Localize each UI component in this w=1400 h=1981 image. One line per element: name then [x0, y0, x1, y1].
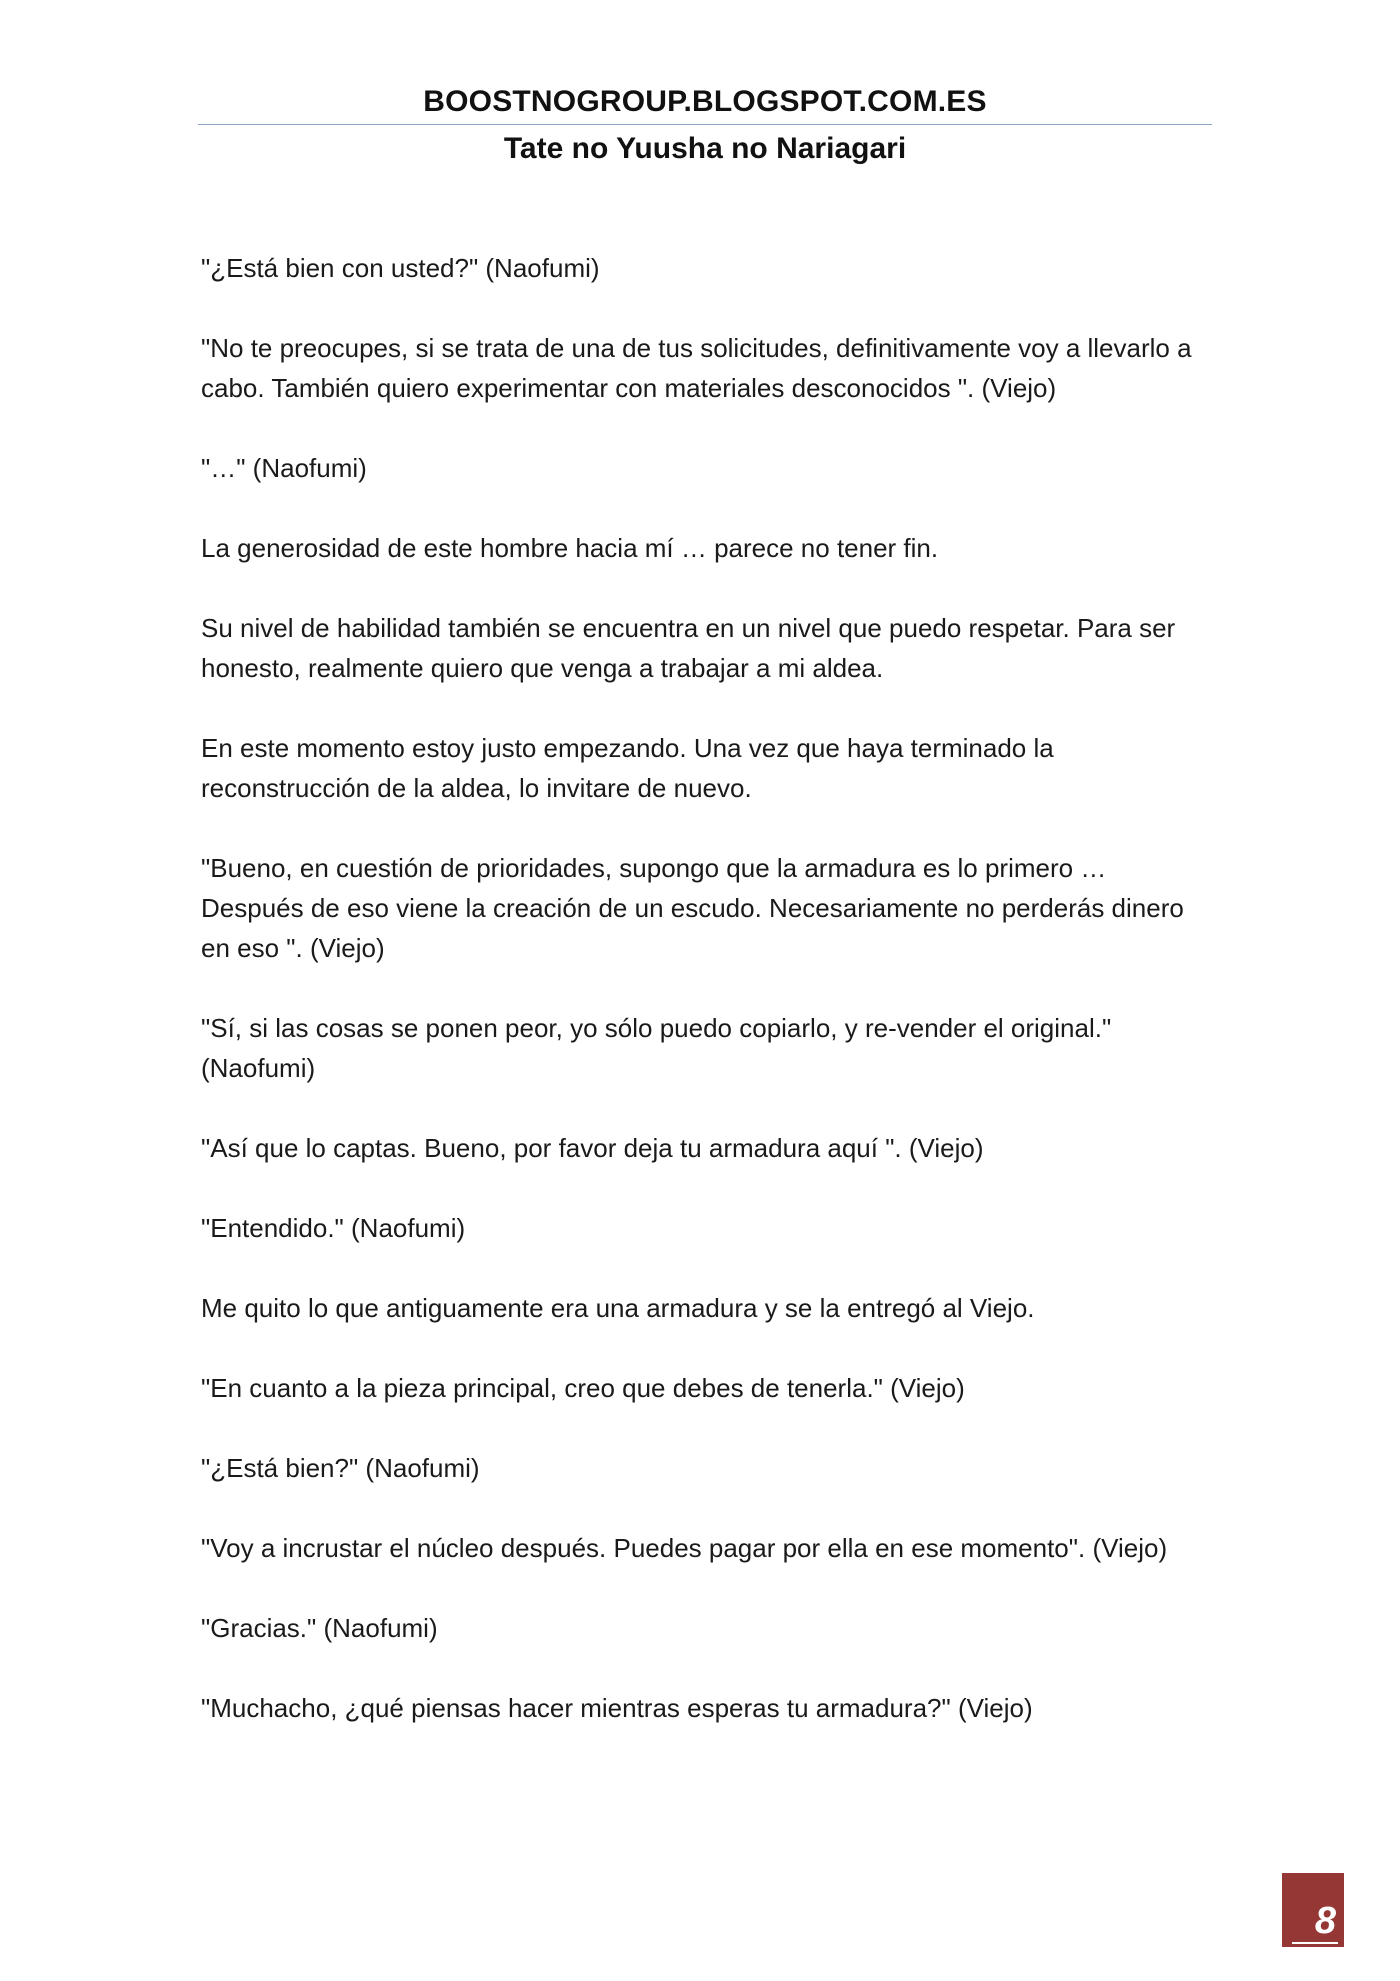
paragraph: "No te preocupes, si se trata de una de tus solicitudes, definitivamente voy a llevarlo a cabo. También quiero experimentar con materiales desconocidos ". (Viejo): [201, 333, 1199, 403]
paragraph: "Entendido." (Naofumi): [201, 1213, 466, 1243]
page-number-underline: [1292, 1942, 1338, 1944]
paragraph: "Voy a incrustar el núcleo después. Puedes pagar por ella en ese momento". (Viejo): [201, 1533, 1168, 1563]
paragraph: "Así que lo captas. Bueno, por favor deja tu armadura aquí ". (Viejo): [201, 1133, 984, 1163]
site-title: BOOSTNOGROUP.BLOGSPOT.COM.ES: [423, 85, 987, 118]
paragraph: La generosidad de este hombre hacia mí … parece no tener fin.: [201, 533, 939, 563]
paragraph: "…" (Naofumi): [201, 453, 367, 483]
paragraph: "Sí, si las cosas se ponen peor, yo sólo puedo copiarlo, y re-vender el original." (Naofumi): [201, 1013, 1119, 1083]
paragraph: Me quito lo que antiguamente era una armadura y se la entregó al Viejo.: [201, 1293, 1035, 1323]
page-number: 8: [1314, 1900, 1336, 1942]
paragraph: Su nivel de habilidad también se encuentra en un nivel que puedo respetar. Para ser honesto, realmente quiero que venga a trabajar a mi aldea.: [201, 613, 1183, 683]
paragraph: En este momento estoy justo empezando. Una vez que haya terminado la reconstrucción de la aldea, lo invitare de nuevo.: [201, 733, 1061, 803]
paragraph: "Gracias." (Naofumi): [201, 1613, 438, 1643]
paragraph: "Bueno, en cuestión de prioridades, supongo que la armadura es lo primero … Después de eso viene la creación de un escudo. Necesariamente no perderás dinero en eso ". (Viejo): [201, 853, 1192, 963]
paragraph: "¿Está bien con usted?" (Naofumi): [201, 253, 600, 283]
book-title: Tate no Yuusha no Nariagari: [503, 132, 907, 165]
page-header: [198, 84, 1212, 167]
paragraph: "¿Está bien?" (Naofumi): [201, 1453, 480, 1483]
paragraph: "En cuanto a la pieza principal, creo que debes de tenerla." (Viejo): [201, 1373, 965, 1403]
header-divider: [198, 124, 1212, 125]
paragraph: "Muchacho, ¿qué piensas hacer mientras esperas tu armadura?" (Viejo): [201, 1693, 1033, 1723]
document-body: [201, 248, 1211, 1768]
page-number-badge: [1282, 1873, 1344, 1947]
